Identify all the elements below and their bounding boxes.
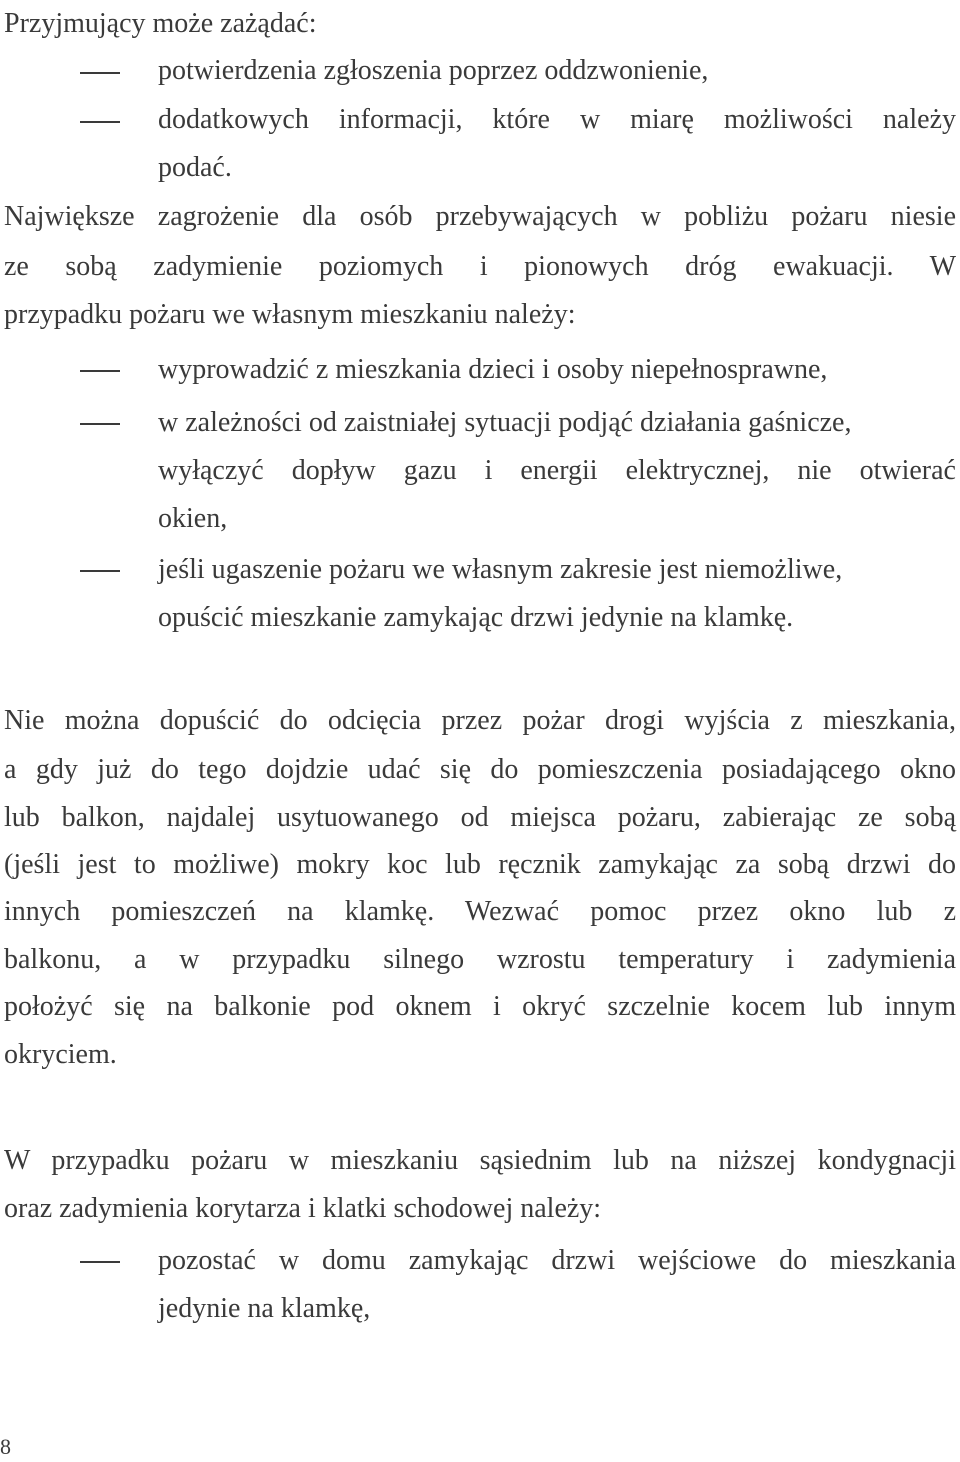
list-item-continuation: okien,: [158, 503, 228, 534]
list-item-continuation: podać.: [158, 152, 232, 183]
list-item-continuation: wyłączyć dopływ gazu i energii elektrycznej, nie otwierać: [158, 455, 956, 486]
list-dash: [80, 121, 120, 123]
paragraph-line: a gdy już do tego dojdzie udać się do pomieszczenia posiadającego okno: [4, 754, 956, 785]
page-number: 8: [0, 1434, 11, 1459]
paragraph-line: Największe zagrożenie dla osób przebywających w pobliżu pożaru niesie: [4, 201, 956, 232]
list-item-continuation: jedynie na klamkę,: [158, 1293, 371, 1324]
list-item-continuation: opuścić mieszkanie zamykając drzwi jedynie na klamkę.: [158, 602, 794, 633]
list-dash: [80, 423, 120, 425]
paragraph-line: przypadku pożaru we własnym mieszkaniu należy:: [4, 299, 576, 330]
list-item: dodatkowych informacji, które w miarę możliwości należy: [158, 104, 956, 135]
paragraph-line: innych pomieszczeń na klamkę. Wezwać pomoc przez okno lub z: [4, 896, 956, 927]
list-item: w zależności od zaistniałej sytuacji podjąć działania gaśnicze,: [158, 407, 852, 438]
paragraph-line: lub balkon, najdalej usytuowanego od miejsca pożaru, zabierając ze sobą: [4, 802, 956, 833]
paragraph-line: W przypadku pożaru w mieszkaniu sąsiednim lub na niższej kondygnacji: [4, 1145, 956, 1176]
list-dash: [80, 1261, 120, 1263]
paragraph-line: balkonu, a w przypadku silnego wzrostu temperatury i zadymienia: [4, 944, 956, 975]
paragraph-line: okryciem.: [4, 1039, 117, 1070]
intro-line: Przyjmujący może zażądać:: [4, 8, 317, 39]
paragraph-line: Nie można dopuścić do odcięcia przez pożar drogi wyjścia z mieszkania,: [4, 705, 956, 736]
paragraph-line: oraz zadymienia korytarza i klatki schodowej należy:: [4, 1193, 602, 1224]
list-item: potwierdzenia zgłoszenia poprzez oddzwonienie,: [158, 55, 709, 86]
paragraph-line: (jeśli jest to możliwe) mokry koc lub ręcznik zamykając za sobą drzwi do: [4, 849, 956, 880]
list-item: wyprowadzić z mieszkania dzieci i osoby niepełnosprawne,: [158, 354, 828, 385]
list-dash: [80, 72, 120, 74]
list-dash: [80, 570, 120, 572]
list-dash: [80, 370, 120, 372]
list-item: pozostać w domu zamykając drzwi wejściowe do mieszkania: [158, 1245, 956, 1276]
paragraph-line: położyć się na balkonie pod oknem i okryć szczelnie kocem lub innym: [4, 991, 956, 1022]
paragraph-line: ze sobą zadymienie poziomych i pionowych dróg ewakuacji. W: [4, 251, 956, 282]
list-item: jeśli ugaszenie pożaru we własnym zakresie jest niemożliwe,: [158, 554, 843, 585]
